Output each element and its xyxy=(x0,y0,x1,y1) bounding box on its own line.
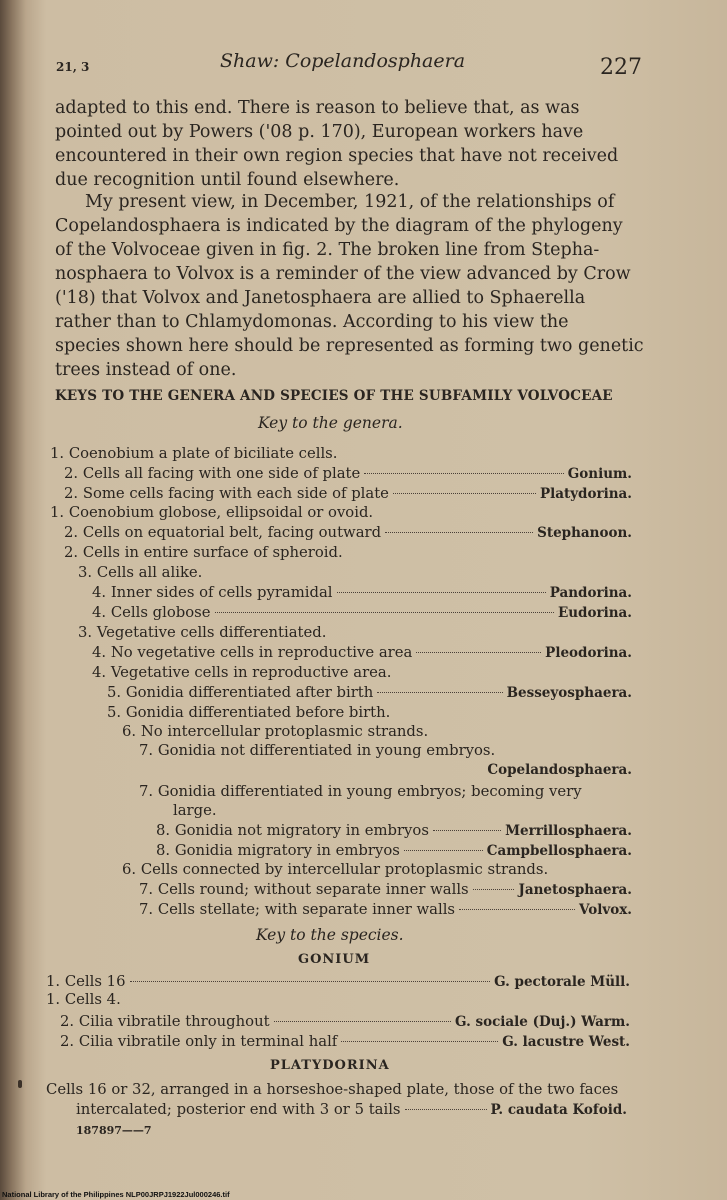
key-entry xyxy=(122,860,548,880)
scan-footer: National Library of the Philippines NLP00JRPJ1922Jul000246.tif xyxy=(2,1190,230,1199)
key-entry xyxy=(78,623,326,643)
genera-key-title: Key to the genera. xyxy=(258,414,403,432)
margin-mark xyxy=(18,1080,22,1088)
platydorina-heading: PLATYDORINA xyxy=(270,1058,390,1073)
key-entry xyxy=(46,972,630,992)
entry-result: Merrillosphaera. xyxy=(505,823,632,839)
platydorina-line-1 xyxy=(46,1080,626,1100)
key-entry xyxy=(107,703,390,723)
key-entry xyxy=(64,543,343,563)
entry-text: 1. Cells 16 xyxy=(46,973,126,990)
signature-number: 187897——7 xyxy=(76,1124,152,1137)
entry-text: 1. Coenobium globose, ellipsoidal or ovoid. xyxy=(50,504,374,521)
text-line: Copelandosphaera is indicated by the diagram of the phylogeny xyxy=(55,216,623,236)
entry-text: 2. Cilia vibratile throughout xyxy=(60,1013,270,1030)
entry-text: 2. Cilia vibratile only in terminal half xyxy=(60,1033,338,1050)
leader-dots xyxy=(404,850,483,851)
leader-dots xyxy=(130,981,491,982)
entry-text: 8. Gonidia not migratory in embryos xyxy=(156,822,429,839)
entry-result: G. sociale (Duj.) Warm. xyxy=(455,1014,630,1030)
entry-text: Cells 16 or 32, arranged in a horseshoe-shaped plate, those of the two faces xyxy=(46,1081,619,1098)
entry-text: intercalated; posterior end with 3 or 5 tails xyxy=(76,1101,401,1118)
key-entry xyxy=(78,563,202,583)
entry-text: 1. Cells 4. xyxy=(46,991,121,1008)
key-entry xyxy=(139,782,582,802)
text-line: nosphaera to Volvox is a reminder of the view advanced by Crow xyxy=(55,264,631,284)
key-entry xyxy=(60,1012,630,1032)
text-line: trees instead of one. xyxy=(55,360,237,380)
entry-result: Copelandosphaera. xyxy=(487,762,632,778)
running-title: Shaw: Copelandosphaera xyxy=(220,50,466,72)
key-entry xyxy=(122,722,428,742)
entry-text: 4. Inner sides of cells pyramidal xyxy=(92,584,333,601)
paragraph-2 xyxy=(55,190,644,382)
leader-dots xyxy=(459,909,575,910)
key-entry xyxy=(60,1032,630,1052)
key-entry xyxy=(107,683,632,703)
entry-text: 3. Vegetative cells differentiated. xyxy=(78,624,327,641)
species-key-title: Key to the species. xyxy=(256,926,404,944)
key-entry xyxy=(92,603,632,623)
entry-result: P. caudata Kofoid. xyxy=(490,1102,627,1118)
entry-text: 6. No intercellular protoplasmic strands. xyxy=(122,723,429,740)
volume-mark: 21, 3 xyxy=(56,60,90,74)
text-line: of the Volvoceae given in fig. 2. The broken line from Stepha- xyxy=(55,240,600,260)
entry-text: 2. Some cells facing with each side of plate xyxy=(64,485,389,502)
entry-result: Stephanoon. xyxy=(537,525,632,541)
entry-text: large. xyxy=(173,802,217,819)
text-line: adapted to this end. There is reason to believe that, as was xyxy=(55,98,580,118)
entry-result: Platydorina. xyxy=(539,486,632,502)
entry-text: 1. Coenobium a plate of biciliate cells. xyxy=(50,445,338,462)
text-line: due recognition until found elsewhere. xyxy=(55,170,400,190)
key-entry xyxy=(50,444,338,464)
entry-result: Volvox. xyxy=(579,902,632,918)
leader-dots xyxy=(341,1041,498,1042)
entry-text: 2. Cells all facing with one side of plate xyxy=(64,465,361,482)
key-entry xyxy=(139,900,632,920)
leader-dots xyxy=(405,1109,487,1110)
text-line: ('18) that Volvox and Janetosphaera are allied to Sphaerella xyxy=(55,288,586,308)
key-entry xyxy=(46,990,121,1010)
leader-dots xyxy=(364,473,563,474)
gonium-heading: GONIUM xyxy=(298,952,371,967)
page-number: 227 xyxy=(600,55,642,80)
key-entry xyxy=(50,503,373,523)
key-entry xyxy=(64,464,632,484)
entry-result: G. lacustre West. xyxy=(502,1034,630,1050)
entry-text: 2. Cells on equatorial belt, facing outward xyxy=(64,524,382,541)
entry-text: 2. Cells in entire surface of spheroid. xyxy=(64,544,343,561)
key-entry xyxy=(64,484,632,504)
entry-text: 5. Gonidia differentiated before birth. xyxy=(107,704,391,721)
leader-dots xyxy=(433,830,501,831)
key-entry xyxy=(92,643,632,663)
key-entry xyxy=(173,801,217,821)
entry-text: 7. Cells round; without separate inner walls xyxy=(139,881,469,898)
entry-text: 4. Vegetative cells in reproductive area. xyxy=(92,664,392,681)
entry-result: Besseyosphaera. xyxy=(506,685,632,701)
key-entry xyxy=(139,880,632,900)
leader-dots xyxy=(393,493,536,494)
leader-dots xyxy=(215,612,554,613)
platydorina-line-2 xyxy=(76,1100,627,1120)
leader-dots xyxy=(377,692,502,693)
leader-dots xyxy=(385,532,533,533)
entry-text: 3. Cells all alike. xyxy=(78,564,203,581)
entry-text: 7. Gonidia not differentiated in young embryos. xyxy=(139,742,496,759)
entry-result: Pleodorina. xyxy=(545,645,632,661)
entry-result: Eudorina. xyxy=(557,605,632,621)
section-heading: KEYS TO THE GENERA AND SPECIES OF THE SUBFAMILY VOLVOCEAE xyxy=(55,388,613,404)
paragraph-1 xyxy=(55,96,635,192)
entry-text: 7. Cells stellate; with separate inner walls xyxy=(139,901,456,918)
entry-text: 7. Gonidia differentiated in young embryos; becoming very xyxy=(139,783,582,800)
leader-dots xyxy=(274,1021,451,1022)
entry-result: G. pectorale Müll. xyxy=(494,974,630,990)
key-entry xyxy=(156,821,632,841)
entry-result: Gonium. xyxy=(567,466,632,482)
entry-text: 5. Gonidia differentiated after birth xyxy=(107,684,374,701)
entry-text: 6. Cells connected by intercellular protoplasmic strands. xyxy=(122,861,549,878)
key-entry xyxy=(156,841,632,861)
text-line: species shown here should be represented as forming two genetic xyxy=(55,336,644,356)
entry-result: Janetosphaera. xyxy=(518,882,632,898)
leader-dots xyxy=(416,652,541,653)
text-line: rather than to Chlamydomonas. According to his view the xyxy=(55,312,569,332)
key-entry xyxy=(92,663,391,683)
entry-result: Pandorina. xyxy=(549,585,632,601)
text-line: pointed out by Powers ('08 p. 170), European workers have xyxy=(55,122,584,142)
text-line: encountered in their own region species that have not received xyxy=(55,146,619,166)
text-line: My present view, in December, 1921, of the relationships of xyxy=(85,192,615,212)
key-entry xyxy=(64,523,632,543)
entry-text: 4. No vegetative cells in reproductive area xyxy=(92,644,413,661)
leader-dots xyxy=(473,889,515,890)
entry-text: 8. Gonidia migratory in embryos xyxy=(156,842,400,859)
leader-dots xyxy=(337,592,546,593)
key-entry xyxy=(139,741,495,761)
entry-text: 4. Cells globose xyxy=(92,604,211,621)
key-entry xyxy=(92,583,632,603)
entry-result: Campbellosphaera. xyxy=(486,843,632,859)
